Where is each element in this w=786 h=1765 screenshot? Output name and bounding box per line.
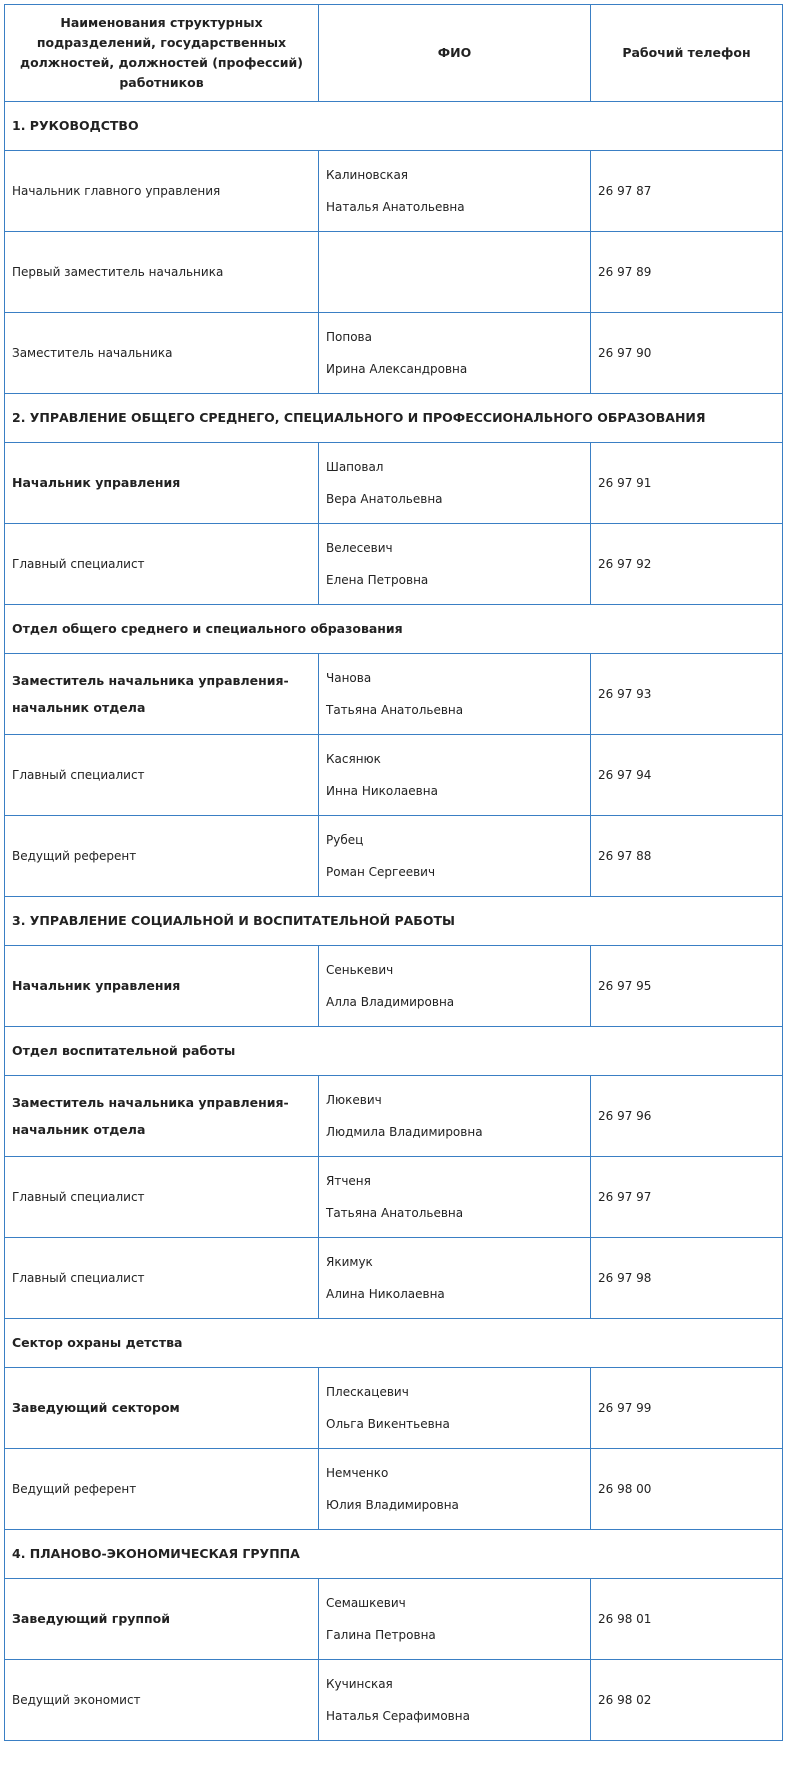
given-name: Алина Николаевна xyxy=(326,1287,445,1301)
header-phone: Рабочий телефон xyxy=(591,5,783,102)
position-cell: Начальник управления xyxy=(5,946,319,1027)
name-cell xyxy=(319,1579,591,1660)
table-row xyxy=(5,1157,783,1238)
phone-cell: 26 98 02 xyxy=(591,1660,783,1741)
position-line: начальник отдела xyxy=(12,700,146,715)
position-cell: Заместитель начальника xyxy=(5,313,319,394)
position-cell: Главный специалист xyxy=(5,735,319,816)
position-cell: Первый заместитель начальника xyxy=(5,232,319,313)
table-row xyxy=(5,313,783,394)
name-cell xyxy=(319,151,591,232)
section-title: 4. ПЛАНОВО-ЭКОНОМИЧЕСКАЯ ГРУППА xyxy=(5,1530,783,1579)
surname: Касянюк xyxy=(326,752,381,766)
section-title-row xyxy=(5,102,783,151)
position-line: Заместитель начальника управления- xyxy=(12,673,289,688)
phone-cell: 26 97 89 xyxy=(591,232,783,313)
surname: Чанова xyxy=(326,671,372,685)
surname: Велесевич xyxy=(326,541,393,555)
given-name: Татьяна Анатольевна xyxy=(326,703,464,717)
section-title-row xyxy=(5,897,783,946)
table-row xyxy=(5,1579,783,1660)
position-cell: Заведующий группой xyxy=(5,1579,319,1660)
table-row xyxy=(5,1660,783,1741)
table-row xyxy=(5,654,783,735)
phone-cell: 26 97 92 xyxy=(591,524,783,605)
header-position: Наименования структурных подразделений, государственных должностей, должностей (профессий) работников xyxy=(5,5,319,102)
surname: Попова xyxy=(326,330,372,344)
position-cell: Начальник главного управления xyxy=(5,151,319,232)
position-cell: Начальник управления xyxy=(5,443,319,524)
staff-table xyxy=(4,4,783,1741)
given-name: Елена Петровна xyxy=(326,573,429,587)
given-name: Галина Петровна xyxy=(326,1628,436,1642)
section-title-row xyxy=(5,394,783,443)
name-cell xyxy=(319,232,591,313)
name-cell xyxy=(319,1368,591,1449)
surname: Кучинская xyxy=(326,1677,393,1691)
surname: Немченко xyxy=(326,1466,389,1480)
surname: Якимук xyxy=(326,1255,373,1269)
position-line: Заместитель начальника управления- xyxy=(12,1095,289,1110)
name-cell xyxy=(319,816,591,897)
phone-cell: 26 97 88 xyxy=(591,816,783,897)
table-row xyxy=(5,1076,783,1157)
given-name: Инна Николаевна xyxy=(326,784,438,798)
phone-cell: 26 97 93 xyxy=(591,654,783,735)
name-cell xyxy=(319,443,591,524)
table-row xyxy=(5,151,783,232)
phone-cell: 26 97 91 xyxy=(591,443,783,524)
given-name: Наталья Анатольевна xyxy=(326,200,465,214)
surname: Ятченя xyxy=(326,1174,371,1188)
table-row xyxy=(5,735,783,816)
table-row xyxy=(5,232,783,313)
given-name: Алла Владимировна xyxy=(326,995,455,1009)
given-name: Наталья Серафимовна xyxy=(326,1709,470,1723)
position-cell: Главный специалист xyxy=(5,1157,319,1238)
table-header-row xyxy=(5,5,783,102)
phone-cell: 26 97 90 xyxy=(591,313,783,394)
section-title: 2. УПРАВЛЕНИЕ ОБЩЕГО СРЕДНЕГО, СПЕЦИАЛЬНОГО И ПРОФЕССИОНАЛЬНОГО ОБРАЗОВАНИЯ xyxy=(5,394,783,443)
subsection-title: Отдел воспитательной работы xyxy=(5,1027,783,1076)
staff-directory xyxy=(4,4,782,1741)
table-row xyxy=(5,443,783,524)
surname: Шаповал xyxy=(326,460,384,474)
surname: Семашкевич xyxy=(326,1596,406,1610)
subsection-title: Сектор охраны детства xyxy=(5,1319,783,1368)
section-title: 1. РУКОВОДСТВО xyxy=(5,102,783,151)
subsection-title-row xyxy=(5,605,783,654)
subsection-title: Отдел общего среднего и специального образования xyxy=(5,605,783,654)
surname: Сенькевич xyxy=(326,963,394,977)
name-cell xyxy=(319,1449,591,1530)
phone-cell: 26 98 01 xyxy=(591,1579,783,1660)
position-cell xyxy=(5,654,319,735)
position-cell: Главный специалист xyxy=(5,1238,319,1319)
position-cell: Ведущий референт xyxy=(5,816,319,897)
surname: Плескацевич xyxy=(326,1385,409,1399)
name-cell xyxy=(319,1660,591,1741)
phone-cell: 26 97 87 xyxy=(591,151,783,232)
phone-cell: 26 97 97 xyxy=(591,1157,783,1238)
name-cell xyxy=(319,1076,591,1157)
given-name: Ирина Александровна xyxy=(326,362,468,376)
phone-cell: 26 97 94 xyxy=(591,735,783,816)
given-name: Ольга Викентьевна xyxy=(326,1417,450,1431)
name-cell xyxy=(319,524,591,605)
surname: Люкевич xyxy=(326,1093,382,1107)
position-cell: Главный специалист xyxy=(5,524,319,605)
phone-cell: 26 97 99 xyxy=(591,1368,783,1449)
section-title: 3. УПРАВЛЕНИЕ СОЦИАЛЬНОЙ И ВОСПИТАТЕЛЬНОЙ РАБОТЫ xyxy=(5,897,783,946)
section-title-row xyxy=(5,1530,783,1579)
position-cell: Ведущий референт xyxy=(5,1449,319,1530)
surname: Рубец xyxy=(326,833,364,847)
table-row xyxy=(5,946,783,1027)
header-name: ФИО xyxy=(319,5,591,102)
name-cell xyxy=(319,735,591,816)
name-cell xyxy=(319,313,591,394)
table-row xyxy=(5,1368,783,1449)
position-cell: Заведующий сектором xyxy=(5,1368,319,1449)
position-line: начальник отдела xyxy=(12,1122,146,1137)
table-row xyxy=(5,524,783,605)
name-cell xyxy=(319,654,591,735)
given-name: Юлия Владимировна xyxy=(326,1498,459,1512)
table-row xyxy=(5,816,783,897)
phone-cell: 26 98 00 xyxy=(591,1449,783,1530)
given-name: Людмила Владимировна xyxy=(326,1125,483,1139)
subsection-title-row xyxy=(5,1319,783,1368)
given-name: Роман Сергеевич xyxy=(326,865,436,879)
name-cell xyxy=(319,1238,591,1319)
phone-cell: 26 97 96 xyxy=(591,1076,783,1157)
subsection-title-row xyxy=(5,1027,783,1076)
position-cell xyxy=(5,1076,319,1157)
name-cell xyxy=(319,946,591,1027)
table-row xyxy=(5,1449,783,1530)
position-cell: Ведущий экономист xyxy=(5,1660,319,1741)
name-cell xyxy=(319,1157,591,1238)
surname: Калиновская xyxy=(326,168,409,182)
given-name: Вера Анатольевна xyxy=(326,492,443,506)
phone-cell: 26 97 95 xyxy=(591,946,783,1027)
phone-cell: 26 97 98 xyxy=(591,1238,783,1319)
table-row xyxy=(5,1238,783,1319)
given-name: Татьяна Анатольевна xyxy=(326,1206,464,1220)
